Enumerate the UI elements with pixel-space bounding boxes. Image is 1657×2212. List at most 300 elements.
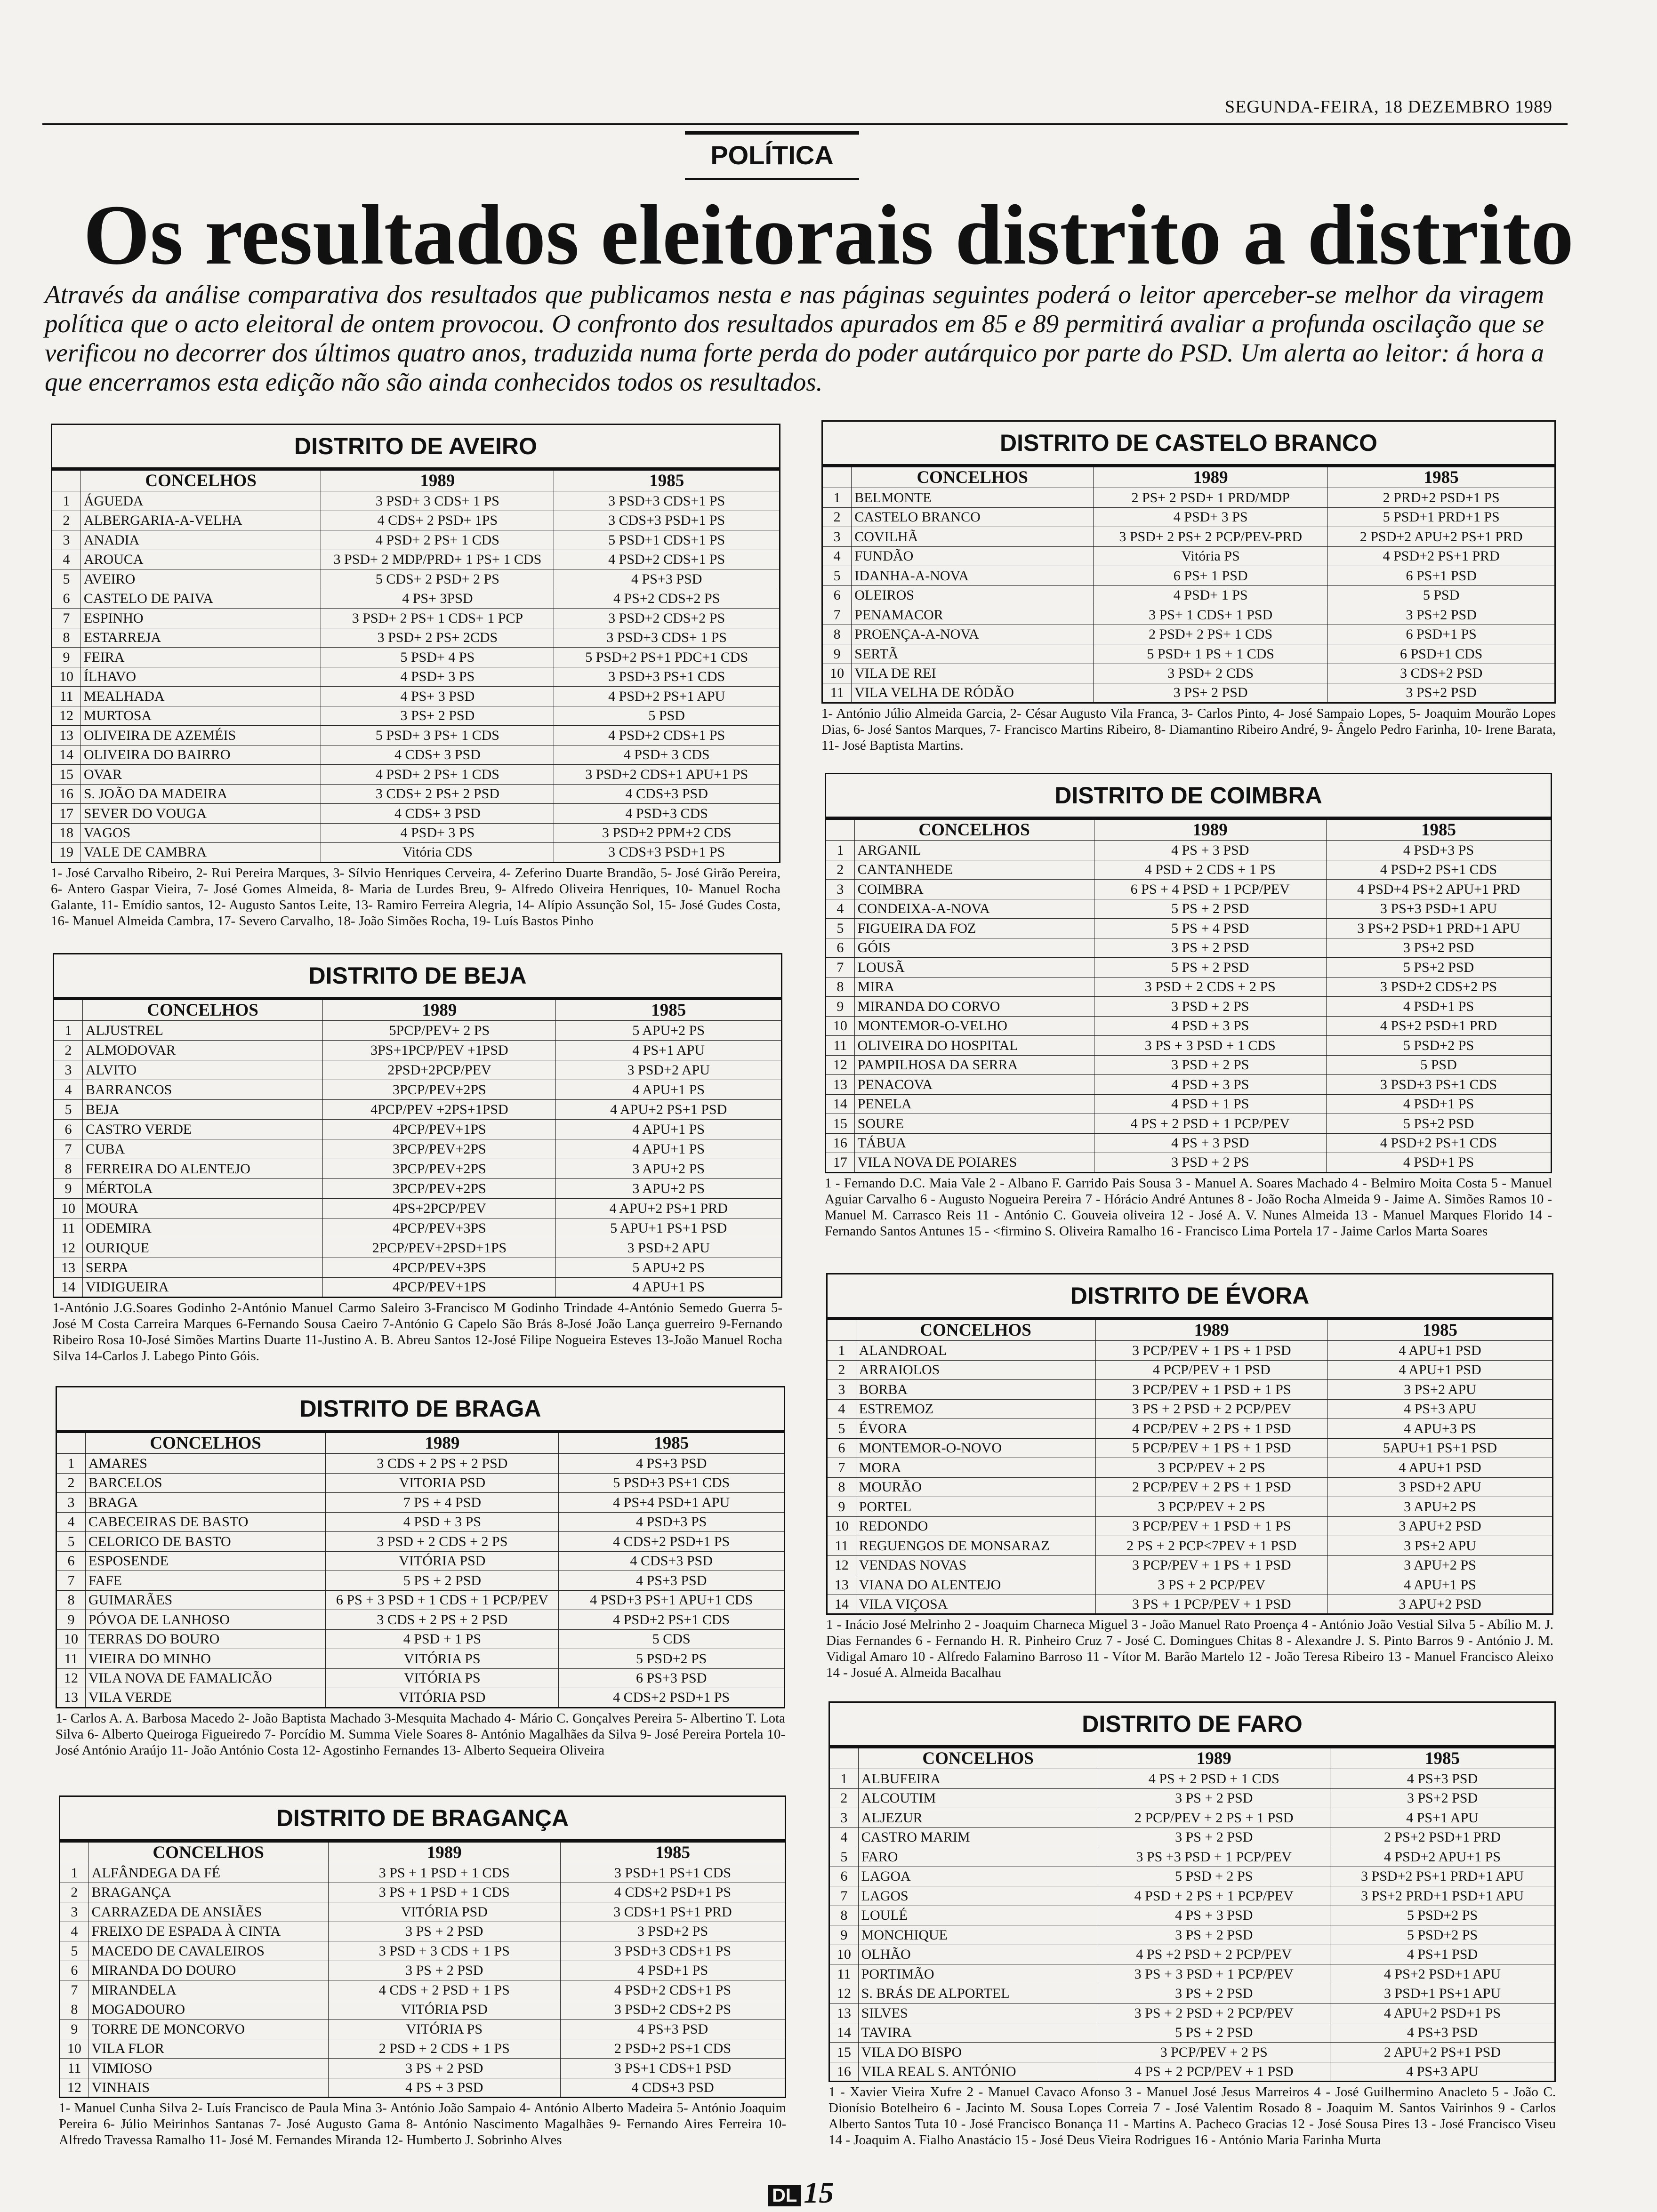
concelho-name: SILVES (858, 2004, 1098, 2023)
header-number (827, 1319, 856, 1341)
row-number: 11 (52, 687, 81, 706)
result-1985: 3 PSD+2 CDS+2 PS (1326, 977, 1551, 997)
table-row (826, 1114, 1552, 1134)
result-1985: 3 PS+2 PRD+1 PSD+1 APU (1330, 1886, 1555, 1906)
row-number: 5 (60, 1941, 89, 1961)
concelho-name: FUNDÃO (852, 546, 1094, 566)
results-table (53, 997, 782, 1298)
row-number: 16 (826, 1133, 855, 1153)
result-1989: 4PS+2PCP/PEV (323, 1199, 556, 1218)
result-1989: 4PCP/PEV+3PS (323, 1218, 556, 1238)
table-row (827, 1438, 1553, 1458)
header-1989: 1989 (323, 999, 556, 1021)
concelho-name: OURIQUE (82, 1238, 323, 1258)
concelho-name: VINHAIS (88, 2078, 328, 2098)
district-title: DISTRITO DE ÉVORA (826, 1273, 1553, 1317)
row-number: 6 (829, 1867, 859, 1886)
district-block (825, 773, 1552, 1239)
result-1985: 3 CDS+2 PSD (1328, 664, 1555, 683)
concelho-name: CASTRO VERDE (82, 1120, 323, 1139)
concelho-name: VENDAS NOVAS (856, 1555, 1095, 1575)
table-row (826, 977, 1552, 997)
result-1989: 4 PS+ 3 PSD (321, 687, 554, 706)
concelho-name: AMARES (85, 1454, 326, 1474)
concelho-name: VILA NOVA DE POIARES (854, 1153, 1094, 1173)
concelho-name: VAGOS (80, 823, 321, 843)
concelho-name: OLIVEIRA DO HOSPITAL (854, 1036, 1094, 1056)
row-number: 13 (827, 1575, 856, 1595)
district-title: DISTRITO DE BRAGA (56, 1386, 785, 1430)
concelho-name: CANTANHEDE (854, 860, 1094, 880)
result-1985: 4 PSD+2 CDS+1 PS (554, 726, 780, 745)
result-1989: 4 PSD+ 3 PS (321, 667, 554, 687)
table-row (52, 843, 780, 863)
result-1989: 2 PCP/PEV + 2 PS + 1 PSD (1095, 1477, 1327, 1497)
row-number: 7 (827, 1458, 856, 1478)
table-row (827, 1536, 1553, 1556)
result-1989: 3 PSD+ 2 PS+ 2 PCP/PEV-PRD (1094, 527, 1328, 547)
concelho-name: ALBUFEIRA (858, 1769, 1098, 1789)
table-row (54, 1139, 782, 1159)
result-1989: 3 PS + 2 PCP/PEV (1095, 1575, 1327, 1595)
table-header-row (822, 466, 1555, 488)
result-1985: 4 PS+3 PSD (1330, 1769, 1555, 1789)
row-number: 2 (52, 511, 81, 530)
result-1985: 3 PS+2 APU (1327, 1380, 1552, 1400)
result-1985: 3 PSD+1 PS+1 CDS (560, 1863, 785, 1883)
result-1989: 3 PS + 2 PSD (1098, 1925, 1330, 1945)
row-number: 9 (56, 1610, 86, 1630)
result-1985: 5 PSD (1326, 1055, 1551, 1075)
table-row (827, 1516, 1553, 1536)
result-1989: 4 PS + 3 PSD (1094, 1133, 1326, 1153)
table-row (52, 823, 780, 843)
row-number: 1 (60, 1863, 89, 1883)
table-row (829, 1906, 1555, 1925)
result-1985: 5 PSD+3 PS+1 CDS (559, 1473, 785, 1493)
table-row (60, 2039, 786, 2059)
concelho-name: ESTREMOZ (856, 1399, 1095, 1419)
concelho-name: MACEDO DE CAVALEIROS (88, 1941, 328, 1961)
table-row (54, 1218, 782, 1238)
concelho-name: VILA FLOR (88, 2039, 328, 2059)
district-block (826, 1273, 1553, 1681)
result-1989: VITÓRIA PSD (328, 2000, 560, 2020)
row-number: 2 (827, 1360, 856, 1380)
result-1989: 4PCP/PEV+3PS (323, 1258, 556, 1278)
table-row (52, 589, 780, 609)
concelho-name: LOUSÃ (854, 958, 1094, 978)
concelho-name: FARO (858, 1847, 1098, 1867)
result-1985: 4 PS+1 APU (1330, 1808, 1555, 1828)
result-1989: 4PCP/PEV+1PS (323, 1120, 556, 1139)
result-1985: 3 PS+2 PSD (1326, 938, 1551, 958)
row-number: 14 (52, 745, 81, 765)
results-table (828, 1745, 1556, 2082)
result-1989: 4 PSD + 1 PS (1094, 1094, 1326, 1114)
header-1985: 1985 (1327, 1319, 1552, 1341)
concelho-name: PORTIMÃO (858, 1964, 1098, 1984)
table-header-row (52, 469, 780, 491)
row-number: 14 (54, 1278, 83, 1298)
concelho-name: ESPINHO (80, 609, 321, 628)
row-number: 9 (827, 1497, 856, 1517)
table-row (826, 958, 1552, 978)
table-row (822, 566, 1555, 586)
result-1989: 3 PS + 2 PSD (1098, 1984, 1330, 2004)
result-1989: 3 PCP/PEV + 1 PSD + 1 PS (1095, 1516, 1327, 1536)
concelho-name: PENAMACOR (852, 605, 1094, 625)
header-number (52, 469, 81, 491)
result-1989: 3 PS+ 2 PSD (321, 706, 554, 726)
table-row (60, 2020, 786, 2039)
result-1985: 4 PS+3 PSD (1330, 2023, 1555, 2043)
row-number: 7 (822, 605, 852, 625)
row-number: 5 (822, 566, 852, 586)
result-1985: 3 PSD+3 CDS+1 PS (560, 1941, 785, 1961)
header-1985: 1985 (554, 469, 780, 491)
row-number: 19 (52, 843, 81, 863)
concelho-name: ESPOSENDE (85, 1551, 326, 1571)
table-row (60, 1883, 786, 1902)
table-header-row (827, 1319, 1553, 1341)
header-number (822, 466, 852, 488)
result-1985: 5 PS+2 PSD (1326, 1114, 1551, 1134)
table-row (60, 1863, 786, 1883)
result-1985: 3 PSD+3 CDS+ 1 PS (554, 628, 780, 648)
result-1989: 2 PSD+ 2 PS+ 1 CDS (1094, 625, 1328, 644)
table-row (829, 1886, 1555, 1906)
concelho-name: REGUENGOS DE MONSARAZ (856, 1536, 1095, 1556)
row-number: 4 (827, 1399, 856, 1419)
result-1989: 4 CDS + 2 PSD + 1 PS (328, 1980, 560, 2000)
table-header-row (829, 1747, 1555, 1769)
table-row (60, 1980, 786, 2000)
table-row (54, 1080, 782, 1100)
concelho-name: AVEIRO (80, 569, 321, 589)
table-row (827, 1477, 1553, 1497)
concelho-name: MOURÃO (856, 1477, 1095, 1497)
table-row (829, 2023, 1555, 2043)
concelho-name: VILA VERDE (85, 1688, 326, 1708)
concelho-name: SOURE (854, 1114, 1094, 1134)
result-1989: 3 PS + 2 PSD (328, 1922, 560, 1941)
result-1985: 3 PSD+2 CDS+2 PS (554, 609, 780, 628)
result-1985: 3 PS+3 PSD+1 APU (1326, 899, 1551, 919)
row-number: 12 (827, 1555, 856, 1575)
result-1989: 3 PS + 1 PCP/PEV + 1 PSD (1095, 1595, 1327, 1614)
row-number: 10 (829, 1945, 859, 1964)
result-1989: 3 PS + 3 PSD + 1 PCP/PEV (1098, 1964, 1330, 1984)
row-number: 8 (56, 1590, 86, 1610)
table-row (827, 1341, 1553, 1361)
result-1985: 3 PS+1 CDS+1 PSD (560, 2059, 785, 2078)
result-1985: 4 PS+2 PSD+1 APU (1330, 1964, 1555, 1984)
table-row (52, 804, 780, 824)
table-row (822, 683, 1555, 703)
result-1989: 4 PS + 2 PSD + 1 PCP/PEV (1094, 1114, 1326, 1134)
concelho-name: COVILHÃ (852, 527, 1094, 547)
concelho-name: PORTEL (856, 1497, 1095, 1517)
result-1989: 3 PS + 1 PSD + 1 CDS (328, 1863, 560, 1883)
table-row (54, 1159, 782, 1179)
table-row (826, 997, 1552, 1017)
result-1989: VITÓRIA PSD (328, 1902, 560, 1922)
table-row (827, 1595, 1553, 1614)
results-table (821, 464, 1556, 704)
result-1985: 5 CDS (559, 1629, 785, 1649)
row-number: 12 (826, 1055, 855, 1075)
table-row (829, 1925, 1555, 1945)
table-row (826, 860, 1552, 880)
table-row (54, 1041, 782, 1060)
concelho-name: S. BRÁS DE ALPORTEL (858, 1984, 1098, 2004)
table-row (52, 745, 780, 765)
result-1985: 5APU+1 PS+1 PSD (1327, 1438, 1552, 1458)
table-row (822, 546, 1555, 566)
result-1985: 4 APU+1 PS (1327, 1575, 1552, 1595)
table-row (826, 1133, 1552, 1153)
table-row (822, 527, 1555, 547)
concelho-name: ÉVORA (856, 1419, 1095, 1439)
result-1989: 3PCP/PEV+2PS (323, 1179, 556, 1199)
result-1985: 4 APU+1 PS (556, 1139, 782, 1159)
district-title: DISTRITO DE AVEIRO (51, 424, 780, 467)
row-number: 15 (826, 1114, 855, 1134)
concelho-name: ESTARREJA (80, 628, 321, 648)
header-1989: 1989 (326, 1432, 559, 1454)
concelho-name: BARCELOS (85, 1473, 326, 1493)
concelho-name: LOULÉ (858, 1906, 1098, 1925)
row-number: 11 (60, 2059, 89, 2078)
table-row (54, 1179, 782, 1199)
table-row (829, 2004, 1555, 2023)
table-row (54, 1278, 782, 1298)
table-row (822, 585, 1555, 605)
table-row (826, 880, 1552, 899)
concelho-name: OLHÃO (858, 1945, 1098, 1964)
result-1985: 4 PSD+3 CDS (554, 804, 780, 824)
result-1989: VITÓRIA PS (328, 2020, 560, 2039)
row-number: 1 (822, 488, 852, 508)
result-1985: 5 PSD (1328, 585, 1555, 605)
result-1985: 4 PSD+3 PS (1326, 841, 1551, 860)
row-number: 5 (826, 919, 855, 938)
concelho-name: TÁBUA (854, 1133, 1094, 1153)
result-1989: Vitória CDS (321, 843, 554, 863)
concelho-name: COIMBRA (854, 880, 1094, 899)
table-row (827, 1399, 1553, 1419)
table-row (56, 1629, 785, 1649)
result-1989: 3 PS + 2 PSD + 2 PCP/PEV (1095, 1399, 1327, 1419)
district-title: DISTRITO DE BEJA (53, 953, 782, 997)
row-number: 11 (827, 1536, 856, 1556)
table-row (829, 1964, 1555, 1984)
mayors-list: 1-António J.G.Soares Godinho 2-António Manuel Carmo Saleiro 3-Francisco M Godinho Trindade 4-António Semedo Guerra 5- José M Costa Carreira Marques 6-Fernando Sousa Caeiro 7-António G Capelo São Brás 8-José João Lança guerreiro 9-Fernando Ribeiro Rosa 10-José Simões Martins Duarte 11-Justino A. B. Abreu Santos 12-José Filipe Nogueira Esteves 13-João Manuel Rocha Silva 14-Carlos J. Labego Pinto Góis. (53, 1300, 782, 1363)
header-1989: 1989 (1098, 1747, 1330, 1769)
table-row (56, 1473, 785, 1493)
result-1989: 4 PSD+ 2 PS+ 1 CDS (321, 765, 554, 785)
concelho-name: CASTELO DE PAIVA (80, 589, 321, 609)
row-number: 9 (54, 1179, 83, 1199)
result-1985: 4 PSD+1 PS (560, 1961, 785, 1980)
result-1985: 3 PSD+2 CDS+2 PS (560, 2000, 785, 2020)
header-concelhos: CONCELHOS (852, 466, 1094, 488)
concelho-name: GÓIS (854, 938, 1094, 958)
header-concelhos: CONCELHOS (80, 469, 321, 491)
result-1989: 4 CDS+ 3 PSD (321, 745, 554, 765)
result-1985: 4 PSD+1 PS (1326, 1153, 1551, 1173)
result-1985: 3 PSD+2 PS (560, 1922, 785, 1941)
row-number: 9 (826, 997, 855, 1017)
district-block (59, 1795, 786, 2148)
concelho-name: PROENÇA-A-NOVA (852, 625, 1094, 644)
row-number: 11 (829, 1964, 859, 1984)
table-row (822, 507, 1555, 527)
table-row (56, 1688, 785, 1708)
result-1989: 3 PSD + 2 PS (1094, 1153, 1326, 1173)
result-1985: 4 CDS+2 PSD+1 PS (559, 1532, 785, 1552)
table-row (826, 1094, 1552, 1114)
result-1989: 3PCP/PEV+2PS (323, 1159, 556, 1179)
concelho-name: FEIRA (80, 648, 321, 667)
concelho-name: REDONDO (856, 1516, 1095, 1536)
page-number-value: 15 (804, 2176, 834, 2209)
result-1989: 3 PS + 2 PSD (328, 1961, 560, 1980)
result-1985: 4 PSD+2 CDS+1 PS (560, 1980, 785, 2000)
table-row (829, 2043, 1555, 2062)
concelho-name: VILA DE REI (852, 664, 1094, 683)
result-1985: 3 PSD+1 PS+1 APU (1330, 1984, 1555, 2004)
result-1985: 3 PSD+2 PS+1 PRD+1 APU (1330, 1867, 1555, 1886)
row-number: 6 (54, 1120, 83, 1139)
row-number: 4 (56, 1512, 86, 1532)
table-row (52, 687, 780, 706)
result-1989: 3 PCP/PEV + 2 PS (1095, 1458, 1327, 1478)
row-number: 15 (829, 2043, 859, 2062)
row-number: 5 (56, 1532, 86, 1552)
result-1989: 3 PSD + 2 PS (1094, 997, 1326, 1017)
concelho-name: VIANA DO ALENTEJO (856, 1575, 1095, 1595)
result-1989: 4 CDS+ 3 PSD (321, 804, 554, 824)
result-1985: 4 CDS+3 PSD (560, 2078, 785, 2098)
result-1989: 7 PS + 4 PSD (326, 1493, 559, 1513)
row-number: 1 (826, 841, 855, 860)
result-1989: 5 CDS+ 2 PSD+ 2 PS (321, 569, 554, 589)
concelho-name: BRAGANÇA (88, 1883, 328, 1902)
concelho-name: LAGOA (858, 1867, 1098, 1886)
result-1985: 5 APU+2 PS (556, 1258, 782, 1278)
result-1989: 4 PS +2 PSD + 2 PCP/PEV (1098, 1945, 1330, 1964)
result-1985: 4 CDS+2 PSD+1 PS (559, 1688, 785, 1708)
table-row (52, 609, 780, 628)
concelho-name: BELMONTE (852, 488, 1094, 508)
row-number: 5 (52, 569, 81, 589)
result-1985: 5 PSD+2 PS (559, 1649, 785, 1669)
results-table (825, 817, 1552, 1173)
result-1985: 5 PSD+2 PS (1326, 1036, 1551, 1056)
row-number: 3 (52, 530, 81, 550)
concelho-name: SERTÃ (852, 644, 1094, 664)
row-number: 1 (54, 1021, 83, 1041)
result-1985: 4 PSD+4 PS+2 APU+1 PRD (1326, 880, 1551, 899)
concelho-name: PÓVOA DE LANHOSO (85, 1610, 326, 1630)
result-1985: 5 APU+2 PS (556, 1021, 782, 1041)
headline: Os resultados eleitorais distrito a distrito (83, 188, 1574, 282)
mayors-list: 1 - Inácio José Melrinho 2 - Joaquim Charneca Miguel 3 - João Manuel Rato Proença 4 - António João Vestial Silva 5 - Abílio M. J. Dias Fernandes 6 - Fernando H. R. Pinheiro Cruz 7 - José C. Domingues Chitas 8 - Alexandre J. S. Pinto Barros 9 - António J. M. Vidigal Amaro 10 - Alfredo Falamino Barroso 11 - Vítor M. Barão Martelo 12 - João Teresa Ribeiro 13 - Manuel Francisco Aleixo 14 - Josué A. Almeida Bacalhau (826, 1617, 1553, 1680)
result-1989: 4 PSD + 1 PS (326, 1629, 559, 1649)
concelho-name: VIEIRA DO MINHO (85, 1649, 326, 1669)
mayors-list: 1- Manuel Cunha Silva 2- Luís Francisco de Paula Mina 3- António João Sampaio 4- António Alberto Madeira 5- António Joaquim Pereira 6- Júlio Meirinhos Santanas 7- José Augusto Gama 8- António Nascimento Magalhães 9- Fernando Aires Ferreira 10-Alfredo Travessa Ramalho 11- José M. Fernandes Miranda 12- Humberto J. Sobrinho Alves (59, 2100, 786, 2148)
result-1985: 4 CDS+3 PSD (554, 784, 780, 804)
row-number: 10 (52, 667, 81, 687)
table-row (829, 1769, 1555, 1789)
row-number: 8 (52, 628, 81, 648)
result-1989: 3 PS + 2 PSD (1094, 938, 1326, 958)
district-title: DISTRITO DE BRAGANÇA (59, 1795, 786, 1839)
header-1989: 1989 (321, 469, 554, 491)
result-1989: 2PCP/PEV+2PSD+1PS (323, 1238, 556, 1258)
result-1989: 3 PSD+ 2 PS+ 2CDS (321, 628, 554, 648)
result-1985: 4 APU+2 PSD+1 PS (1330, 2004, 1555, 2023)
result-1989: 3 PCP/PEV + 1 PS + 1 PSD (1095, 1555, 1327, 1575)
concelho-name: MEALHADA (80, 687, 321, 706)
row-number: 11 (54, 1218, 83, 1238)
table-row (52, 550, 780, 569)
concelho-name: ARRAIOLOS (856, 1360, 1095, 1380)
result-1989: 4PCP/PEV +2PS+1PSD (323, 1100, 556, 1120)
result-1985: 4 PS+2 CDS+2 PS (554, 589, 780, 609)
row-number: 13 (54, 1258, 83, 1278)
row-number: 13 (52, 726, 81, 745)
table-row (60, 2059, 786, 2078)
result-1989: 6 PS + 3 PSD + 1 CDS + 1 PCP/PEV (326, 1590, 559, 1610)
result-1985: 4 PSD+3 PS+1 APU+1 CDS (559, 1590, 785, 1610)
concelho-name: CABECEIRAS DE BASTO (85, 1512, 326, 1532)
table-row (822, 625, 1555, 644)
result-1989: VITÓRIA PS (326, 1668, 559, 1688)
table-row (60, 1941, 786, 1961)
row-number: 7 (829, 1886, 859, 1906)
table-row (52, 667, 780, 687)
table-row (827, 1380, 1553, 1400)
result-1985: 3 PSD+2 APU (556, 1238, 782, 1258)
result-1989: 4 CDS+ 2 PSD+ 1PS (321, 511, 554, 530)
table-row (827, 1458, 1553, 1478)
row-number: 11 (56, 1649, 86, 1669)
result-1985: 4 PS+2 PSD+1 PRD (1326, 1016, 1551, 1036)
row-number: 12 (56, 1668, 86, 1688)
result-1989: 4 PS + 2 PCP/PEV + 1 PSD (1098, 2062, 1330, 2082)
result-1985: 5 PSD+2 PS (1330, 1925, 1555, 1945)
concelho-name: CARRAZEDA DE ANSIÃES (88, 1902, 328, 1922)
result-1985: 4 CDS+2 PSD+1 PS (560, 1883, 785, 1902)
row-number: 12 (829, 1984, 859, 2004)
concelho-name: S. JOÃO DA MADEIRA (80, 784, 321, 804)
table-row (52, 726, 780, 745)
table-header-row (826, 818, 1552, 841)
row-number: 10 (826, 1016, 855, 1036)
row-number: 4 (52, 550, 81, 569)
concelho-name: PENELA (854, 1094, 1094, 1114)
result-1985: 3 PSD+3 CDS+1 PS (554, 491, 780, 511)
result-1985: 6 PSD+1 CDS (1328, 644, 1555, 664)
concelho-name: ALMODOVAR (82, 1041, 323, 1060)
table-row (56, 1610, 785, 1630)
table-row (54, 1199, 782, 1218)
row-number: 4 (829, 1827, 859, 1847)
concelho-name: ALFÂNDEGA DA FÉ (88, 1863, 328, 1883)
